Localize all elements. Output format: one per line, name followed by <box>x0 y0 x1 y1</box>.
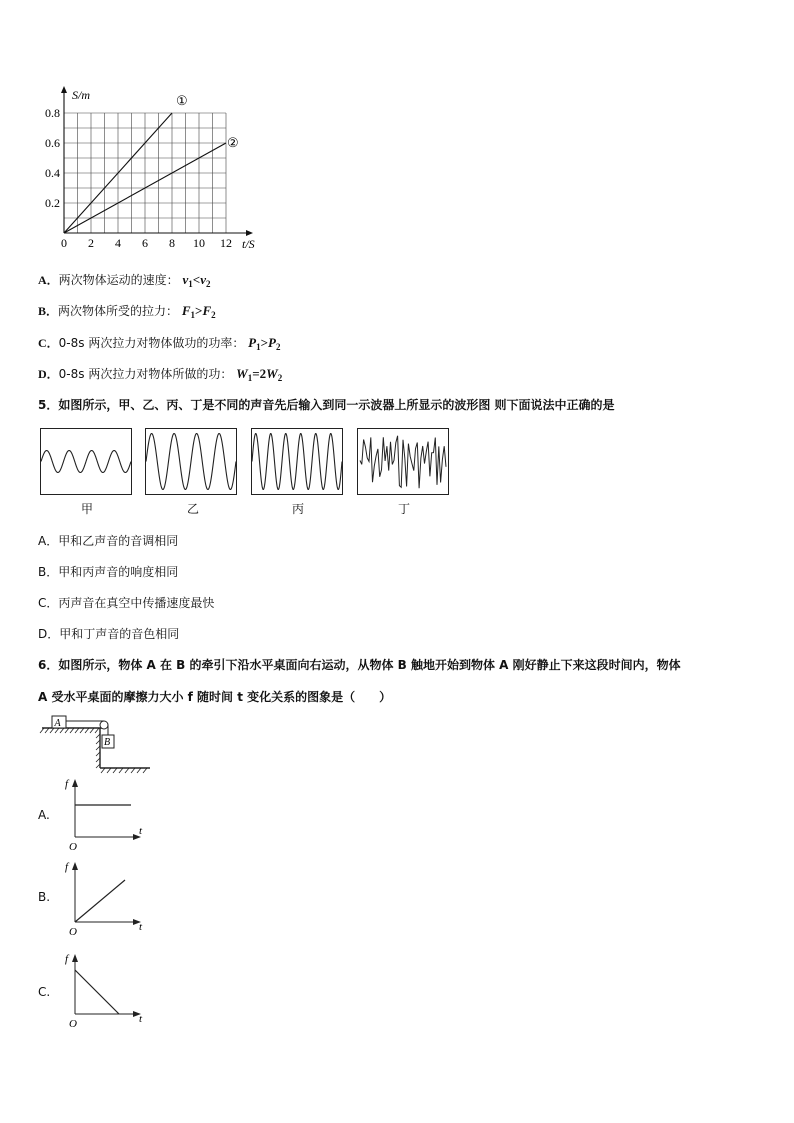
option-text: 两次物体运动的速度： <box>58 273 179 287</box>
math-subscript: 1 <box>190 310 196 320</box>
option-letter: D． <box>38 367 59 381</box>
y-tick-label: 0.2 <box>45 196 60 210</box>
math-operator: < <box>192 272 201 287</box>
q4-option-b[interactable] <box>38 302 216 320</box>
waveform-jia <box>40 428 132 495</box>
math-symbol: P <box>268 335 276 350</box>
y-tick-label: 0.8 <box>45 106 60 120</box>
graph-b-line <box>75 880 125 922</box>
q5-stem: 5．如图所示，甲、乙、丙、丁是不同的声音先后输入到同一示波器上所显示的波形图 则下面说法中正确的是 <box>38 398 615 412</box>
graph-c-ylabel: f <box>65 953 69 965</box>
math-operator: > <box>260 335 269 350</box>
x-tick-label: 8 <box>169 236 175 250</box>
math-subscript: 2 <box>277 373 283 383</box>
q6-option-a-letter[interactable]: A. <box>38 808 50 822</box>
math-subscript: 2 <box>206 279 211 289</box>
x-tick-label: 2 <box>88 236 94 250</box>
option-text: 两次物体所受的拉力： <box>58 304 179 318</box>
q6-stem-line-1: 6．如图所示，物体 A 在 B 的牵引下沿水平桌面向右运动，从物体 B 触地开始到物体 A 刚好静止下来这段时间内，物体 <box>38 658 681 672</box>
math-symbol: P <box>248 335 257 350</box>
graph-c-xlabel: t <box>139 1013 143 1025</box>
q5-option-a[interactable]: A．甲和乙声音的音调相同 <box>38 534 179 548</box>
math-symbol: W <box>266 366 278 381</box>
option-letter: C． <box>38 336 59 350</box>
graph-axes <box>61 86 253 236</box>
graph-c-line <box>75 970 119 1014</box>
q5-option-b[interactable]: B．甲和丙声音的响度相同 <box>38 565 179 579</box>
graph-b-origin: O <box>69 926 77 936</box>
pulley <box>100 721 108 729</box>
q4-option-c[interactable] <box>38 334 281 352</box>
graph-a-ylabel: f <box>65 778 69 790</box>
graph-a-xlabel: t <box>139 825 143 837</box>
option-letter: B． <box>38 304 59 318</box>
y-axis-label: S/m <box>72 88 90 102</box>
series-2-label: ② <box>227 135 239 150</box>
graph-a-origin: O <box>69 841 77 853</box>
block-a-label: A <box>54 718 61 729</box>
q4-option-a[interactable] <box>38 271 211 289</box>
y-tick-label: 0.6 <box>45 136 60 150</box>
label-yi: 乙 <box>187 502 200 516</box>
math-subscript: 1 <box>188 279 193 289</box>
option-text: 0-8s 两次拉力对物体做功的功率： <box>58 336 245 350</box>
x-axis-label: t/S <box>242 237 255 251</box>
option-text: 0-8s 两次拉力对物体所做的功： <box>58 367 233 381</box>
graph-b-ylabel: f <box>65 861 69 873</box>
label-jia: 甲 <box>81 502 94 516</box>
waveform-yi <box>145 428 237 495</box>
q6-option-c-letter[interactable]: C. <box>38 985 51 999</box>
q6-graph-b <box>63 856 148 936</box>
math-symbol: F <box>181 303 191 318</box>
math-operator: > <box>195 303 203 318</box>
math-subscript: 2 <box>276 342 281 352</box>
x-tick-label: 10 <box>193 236 205 250</box>
option-letter: A． <box>38 273 59 287</box>
q5-option-c[interactable]: C．丙声音在真空中传播速度最快 <box>38 596 215 610</box>
block-b-label: B <box>104 737 111 748</box>
math-symbol: F <box>202 303 212 318</box>
math-operator: =2 <box>252 366 267 381</box>
label-ding: 丁 <box>398 502 411 516</box>
st-graph <box>30 80 280 255</box>
x-tick-label: 0 <box>61 236 67 250</box>
math-symbol: W <box>236 366 248 381</box>
x-tick-label: 4 <box>115 236 121 250</box>
math-subscript: 1 <box>247 373 253 383</box>
waveform-bing <box>251 428 343 495</box>
series-1-label: ① <box>176 93 188 108</box>
graph-c-origin: O <box>69 1018 77 1028</box>
q6-graph-a <box>63 773 148 853</box>
x-tick-label: 6 <box>142 236 148 250</box>
q6-stem-line-2: A 受水平桌面的摩擦力大小 f 随时间 t 变化关系的图象是（ ） <box>38 690 392 704</box>
math-symbol: v <box>182 272 189 287</box>
label-bing: 丙 <box>292 502 305 516</box>
x-tick-label: 12 <box>220 236 232 250</box>
q5-option-d[interactable]: D．甲和丁声音的音色相同 <box>38 627 180 641</box>
math-subscript: 1 <box>256 342 261 352</box>
pulley-diagram <box>38 712 153 774</box>
waveform-ding <box>357 428 449 495</box>
q4-option-d[interactable] <box>38 365 282 383</box>
q6-graph-c <box>63 948 148 1028</box>
graph-grid <box>64 113 226 233</box>
q6-option-b-letter[interactable]: B. <box>38 890 51 904</box>
y-tick-label: 0.4 <box>45 166 60 180</box>
graph-b-xlabel: t <box>139 921 143 933</box>
math-subscript: 2 <box>211 310 216 320</box>
math-symbol: v <box>200 272 206 287</box>
